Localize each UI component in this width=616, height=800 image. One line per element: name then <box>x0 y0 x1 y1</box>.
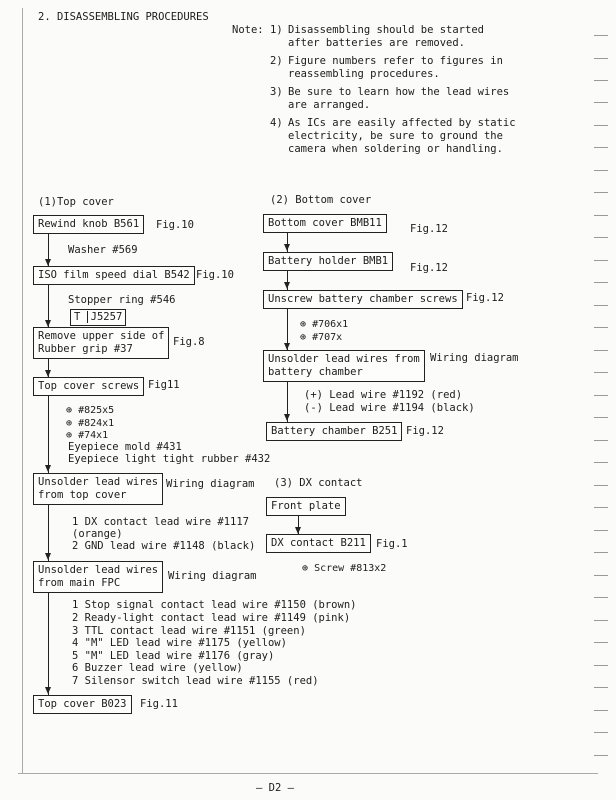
fig-ref: Fig.12 <box>406 425 444 437</box>
step-battery-holder: Battery holder BMB1 <box>263 252 393 271</box>
margin-tick <box>594 237 608 238</box>
fig-ref: Fig.8 <box>173 336 205 348</box>
step-unscrew-chamber: Unscrew battery chamber screws <box>263 290 463 309</box>
screw-item <box>300 318 348 331</box>
margin-tick <box>594 530 608 531</box>
wiring-ref: Wiring diagram <box>430 352 519 364</box>
left-margin-rule <box>22 8 23 774</box>
step-line: Unsolder lead wires <box>38 564 159 576</box>
note-num: 4) <box>270 117 283 129</box>
part-stopper-ring: Stopper ring #546 <box>68 294 176 306</box>
flow-arrow <box>284 343 290 350</box>
note-line: electricity, be sure to ground the <box>288 130 503 142</box>
fig-ref: Fig11 <box>148 379 180 391</box>
step-dx-contact: DX contact B211 <box>266 534 371 553</box>
margin-tick <box>594 305 608 306</box>
screw-spec: #74x1 <box>78 430 109 441</box>
note-label: Note: <box>232 24 264 36</box>
screw-icon: ⊕ <box>300 332 307 343</box>
bottom-cover-title: (2) Bottom cover <box>270 194 372 206</box>
note-line: Disassembling should be started <box>288 24 484 36</box>
wire-item: 4 "M" LED lead wire #1175 (yellow) <box>72 637 287 649</box>
part-washer: Washer #569 <box>68 244 138 256</box>
margin-tick <box>594 395 608 396</box>
flow-arrow <box>45 320 51 327</box>
margin-tick <box>594 710 608 711</box>
step-unsolder-top <box>33 473 163 505</box>
part-eyepiece: Eyepiece light tight rubber #432 <box>68 453 271 465</box>
dx-contact-title: (3) DX contact <box>274 477 363 489</box>
step-battery-chamber: Battery chamber B251 <box>266 422 402 441</box>
screw-spec: Screw #813x2 <box>314 563 387 574</box>
margin-tick <box>594 552 608 553</box>
screw-spec: #824x1 <box>78 418 115 429</box>
screw-icon: ⊕ <box>66 405 73 416</box>
screw-icon: ⊕ <box>66 418 73 429</box>
margin-tick <box>594 575 608 576</box>
margin-tick <box>594 440 608 441</box>
note-num: 2) <box>270 55 283 67</box>
margin-tick <box>594 417 608 418</box>
top-cover-title: (1)Top cover <box>38 196 114 208</box>
fig-ref: Fig.12 <box>410 262 448 274</box>
margin-tick <box>594 260 608 261</box>
fig-ref: Fig.10 <box>156 219 194 231</box>
lead-item: (-) Lead wire #1194 (black) <box>304 402 475 414</box>
step-line: Unsolder lead wires <box>38 476 159 488</box>
margin-tick <box>594 485 608 486</box>
flow-arrow <box>45 259 51 266</box>
margin-tick <box>594 732 608 733</box>
step-top-cover-final: Top cover B023 <box>33 695 132 714</box>
screw-spec: #706x1 <box>312 319 349 330</box>
margin-tick <box>594 35 608 36</box>
wire-item: 2 Ready-light contact lead wire #1149 (pink) <box>72 612 351 624</box>
screw-item <box>302 562 386 575</box>
tool-code-value: J5257 <box>87 311 123 323</box>
margin-tick <box>594 462 608 463</box>
wire-item: 1 Stop signal contact lead wire #1150 (brown) <box>72 599 357 611</box>
margin-tick <box>594 350 608 351</box>
screw-icon: ⊕ <box>66 430 73 441</box>
fig-ref: Fig.12 <box>410 223 448 235</box>
flow-arrow <box>45 687 51 694</box>
flow-arrow <box>284 282 290 289</box>
lead-item: (+) Lead wire #1192 (red) <box>304 389 463 401</box>
margin-tick <box>594 642 608 643</box>
step-line: from main FPC <box>38 577 121 589</box>
note-line: camera when soldering or handling. <box>288 143 503 155</box>
note-line: reassembling procedures. <box>288 68 440 80</box>
wire-item: 5 "M" LED lead wire #1176 (gray) <box>72 650 275 662</box>
step-line: Rubber grip #37 <box>38 343 133 355</box>
wire-item: 1 DX contact lead wire #1117 <box>72 516 250 528</box>
step-rewind-knob: Rewind knob B561 <box>33 215 144 234</box>
margin-tick <box>594 215 608 216</box>
margin-tick <box>594 125 608 126</box>
margin-tick <box>594 687 608 688</box>
tool-code <box>70 309 126 326</box>
margin-tick <box>594 192 608 193</box>
margin-tick <box>594 282 608 283</box>
screw-spec: #825x5 <box>78 405 115 416</box>
step-bottom-cover: Bottom cover BMB11 <box>263 214 387 233</box>
wiring-ref: Wiring diagram <box>168 570 257 582</box>
step-line: battery chamber <box>268 366 363 378</box>
bottom-rule <box>18 773 598 774</box>
margin-tick <box>594 620 608 621</box>
note-line: after batteries are removed. <box>288 37 466 49</box>
margin-tick <box>594 147 608 148</box>
note-num: 3) <box>270 86 283 98</box>
screw-icon: ⊕ <box>300 319 307 330</box>
wiring-ref: Wiring diagram <box>166 478 255 490</box>
margin-tick <box>594 665 608 666</box>
flow-arrow <box>45 370 51 377</box>
fig-ref: Fig.11 <box>140 698 178 710</box>
flow-arrow <box>295 527 301 534</box>
margin-tick <box>594 507 608 508</box>
flow-arrow <box>284 244 290 251</box>
margin-tick <box>594 170 608 171</box>
fig-ref: Fig.10 <box>196 269 234 281</box>
screw-spec: #707x <box>312 332 343 343</box>
step-line: Remove upper side of <box>38 330 165 342</box>
screw-item <box>66 404 114 417</box>
note-line: Figure numbers refer to figures in <box>288 55 503 67</box>
margin-tick <box>594 58 608 59</box>
wire-item: (orange) <box>72 528 123 540</box>
margin-tick <box>594 102 608 103</box>
step-unsolder-battery <box>263 350 425 382</box>
note-num: 1) <box>270 24 283 36</box>
step-top-cover-screws: Top cover screws <box>33 377 144 396</box>
wire-item: 2 GND lead wire #1148 (black) <box>72 540 256 552</box>
flow-arrow <box>45 553 51 560</box>
note-line: As ICs are easily affected by static <box>288 117 516 129</box>
flow-arrow <box>45 465 51 472</box>
page-number: — D2 — <box>256 782 294 794</box>
wire-item: 7 Silensor switch lead wire #1155 (red) <box>72 675 319 687</box>
step-unsolder-fpc <box>33 561 163 593</box>
fig-ref: Fig.1 <box>376 538 408 550</box>
step-line: Unsolder lead wires from <box>268 353 420 365</box>
step-iso-dial: ISO film speed dial B542 <box>33 266 195 285</box>
wire-item: 3 TTL contact lead wire #1151 (green) <box>72 625 306 637</box>
screw-item <box>300 331 342 344</box>
part-eyepiece: Eyepiece mold #431 <box>68 441 182 453</box>
margin-tick <box>594 755 608 756</box>
note-line: Be sure to learn how the lead wires <box>288 86 510 98</box>
margin-tick <box>594 327 608 328</box>
tool-label: T <box>74 311 81 323</box>
step-line: from top cover <box>38 489 127 501</box>
step-front-plate: Front plate <box>266 497 346 516</box>
fig-ref: Fig.12 <box>466 292 504 304</box>
step-rubber-grip <box>33 327 169 359</box>
section-heading: 2. DISASSEMBLING PROCEDURES <box>38 11 209 23</box>
margin-tick <box>594 597 608 598</box>
flow-arrow <box>284 414 290 421</box>
margin-tick <box>594 372 608 373</box>
screw-icon: ⊕ <box>302 563 309 574</box>
wire-item: 6 Buzzer lead wire (yellow) <box>72 662 243 674</box>
note-line: are arranged. <box>288 99 371 111</box>
margin-tick <box>594 80 608 81</box>
